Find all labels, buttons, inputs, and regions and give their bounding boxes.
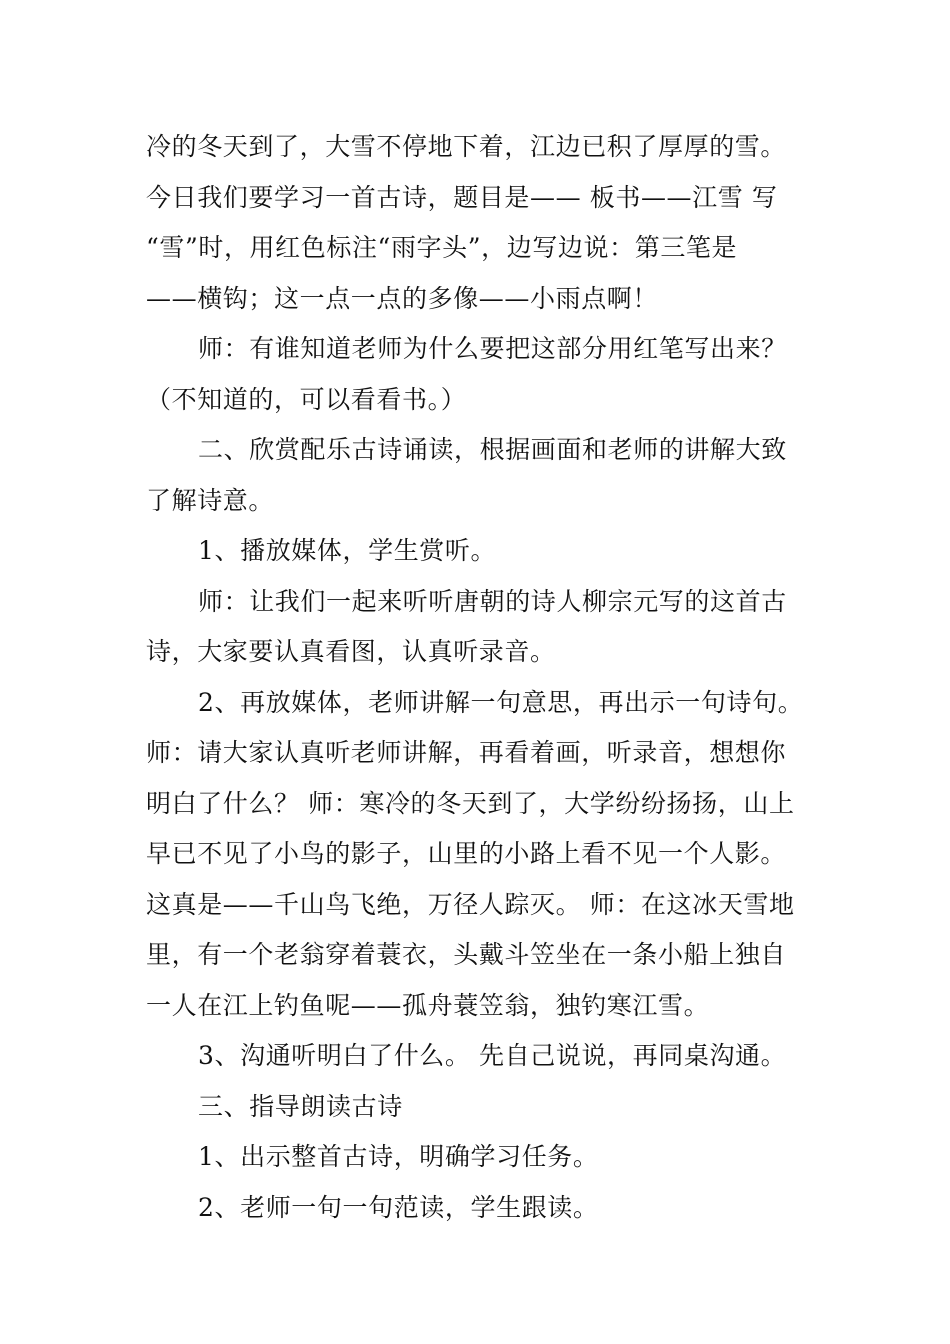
text-line-20: 三、指导朗读古诗 (198, 1091, 403, 1121)
text-line-21: 1、出示整首古诗，明确学习任务。 (198, 1142, 599, 1171)
text-line-3: “雪”时，用红色标注“雨字头”，边写边说：第三笔是 (146, 233, 738, 262)
text-line-1: 冷的冬天到了，大雪不停地下着，江边已积了厚厚的雪。 (146, 132, 787, 161)
text-line-4: ——横钩；这一点一点的多像——小雨点啊！ (146, 283, 659, 313)
text-line-18: 一人在江上钓鱼呢——孤舟蓑笠翁，独钓寒江雪。 (146, 990, 710, 1020)
text-line-6: （不知道的，可以看看书。） (146, 384, 467, 414)
document-body (146, 122, 806, 1233)
text-line-12: 2、再放媒体，老师讲解一句意思，再出示一句诗句。 (198, 687, 804, 717)
text-line-14: 明白了什么？ 师：寒冷的冬天到了，大学纷纷扬扬，山上 (146, 788, 795, 818)
text-line-11: 诗，大家要认真看图，认真听录音。 (146, 637, 556, 666)
text-line-19: 3、沟通听明白了什么。 先自己说说，再同桌沟通。 (198, 1041, 787, 1070)
text-line-10: 师：让我们一起来听听唐朝的诗人柳宗元写的这首古 (198, 586, 787, 616)
text-line-5: 师：有谁知道老师为什么要把这部分用红笔写出来？ (198, 334, 787, 363)
text-line-13: 师：请大家认真听老师讲解，再看着画，听录音，想想你 (146, 738, 787, 767)
text-line-2: 今日我们要学习一首古诗，题目是—— 板书——江雪 写 (146, 182, 778, 212)
text-line-9: 1、播放媒体，学生赏听。 (198, 536, 497, 565)
text-line-15: 早已不见了小鸟的影子，山里的小路上看不见一个人影。 (146, 839, 787, 868)
text-line-22: 2、老师一句一句范读，学生跟读。 (198, 1192, 599, 1222)
text-line-7: 二、欣赏配乐古诗诵读，根据画面和老师的讲解大致 (198, 435, 787, 464)
text-line-16: 这真是——千山鸟飞绝，万径人踪灭。 师：在这冰天雪地 (146, 889, 795, 919)
text-line-8: 了解诗意。 (146, 485, 275, 515)
text-line-17: 里，有一个老翁穿着蓑衣，头戴斗笠坐在一条小船上独自 (146, 940, 787, 969)
